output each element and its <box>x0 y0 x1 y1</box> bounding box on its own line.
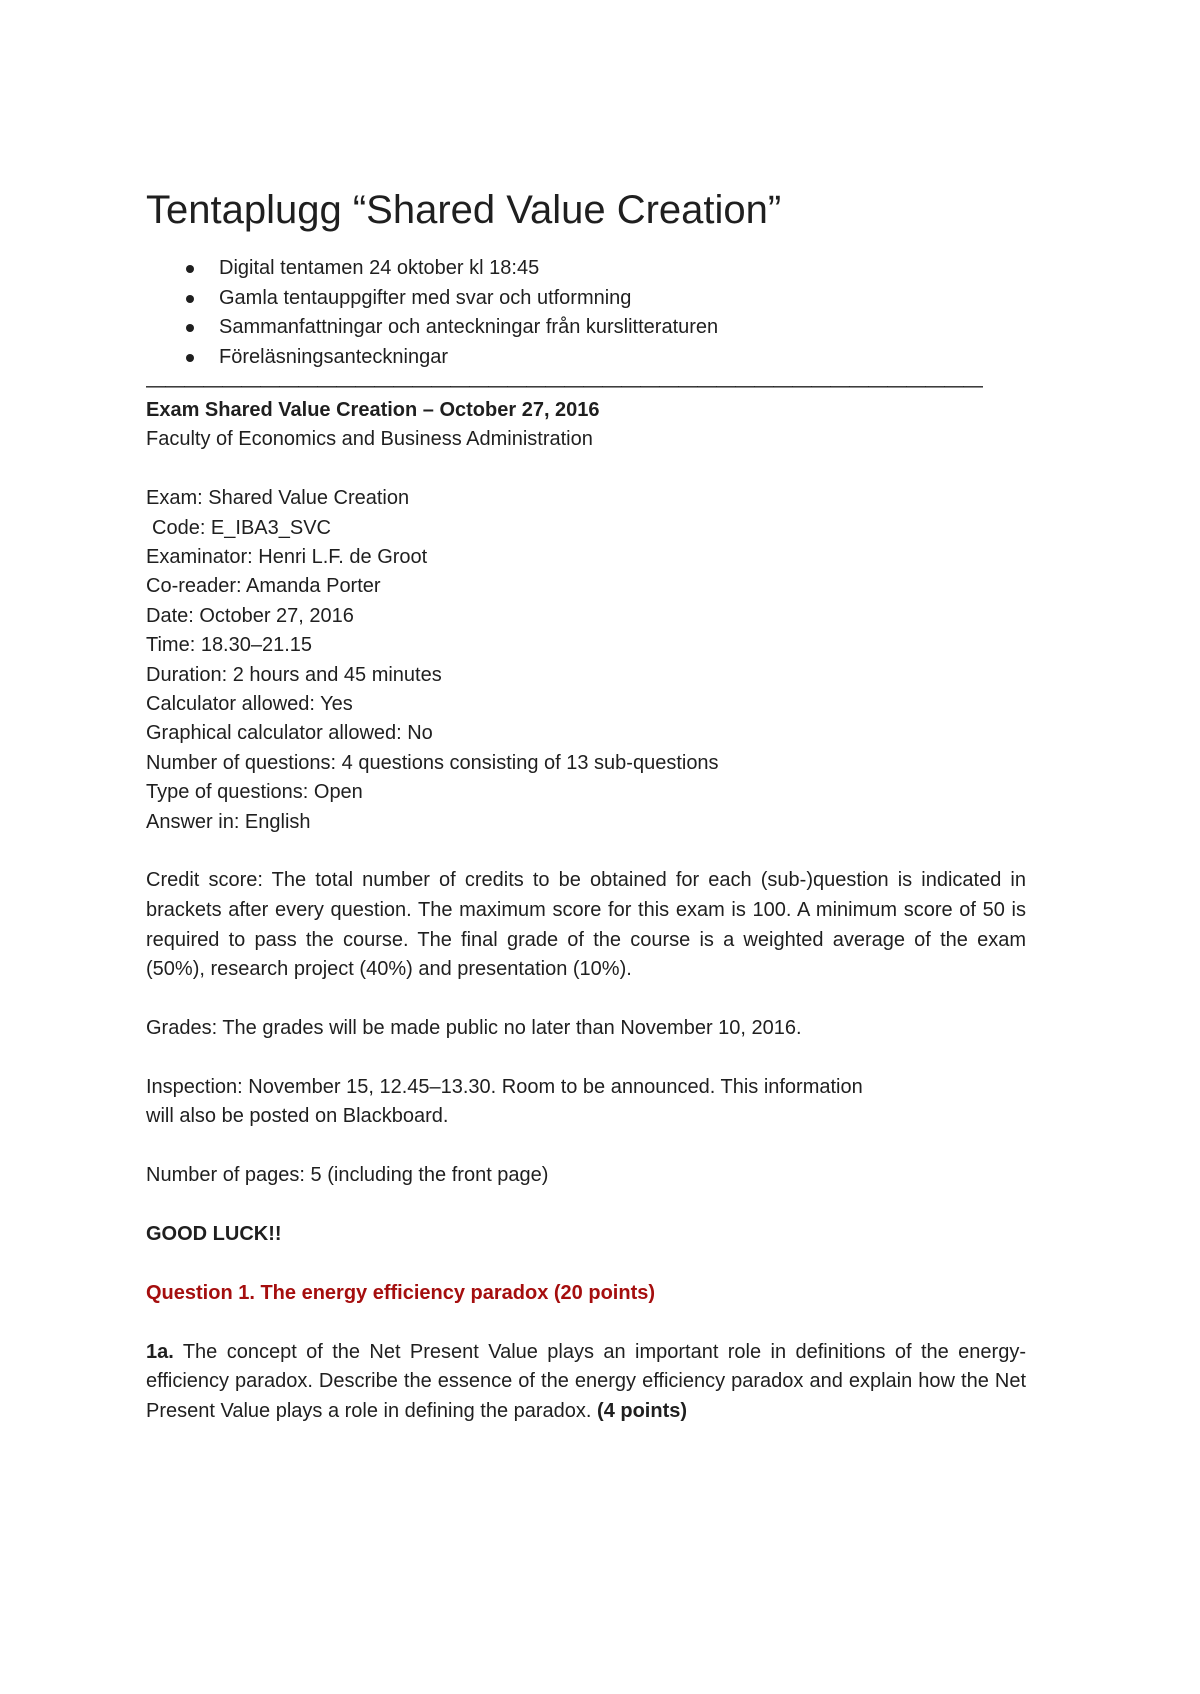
spacer <box>146 1044 1046 1073</box>
list-item: Digital tentamen 24 oktober kl 18:45 <box>186 254 1046 284</box>
document-page <box>146 184 1046 1426</box>
spacer <box>146 1308 1046 1337</box>
graphical-calculator: Graphical calculator allowed: No <box>146 722 433 745</box>
divider-line: ———————————————————————————————————————————— <box>146 375 982 396</box>
question-1a-points: (4 points) <box>597 1399 688 1422</box>
exam-name: Exam: Shared Value Creation <box>146 487 410 510</box>
question-1a <box>146 1338 1026 1427</box>
spacer <box>146 1191 1046 1220</box>
co-reader: Co-reader: Amanda Porter <box>146 575 381 598</box>
exam-time: Time: 18.30–21.15 <box>146 634 313 657</box>
spacer <box>146 837 1046 866</box>
bullet-dot-icon <box>186 265 194 273</box>
good-luck: GOOD LUCK!! <box>146 1223 282 1246</box>
examinator: Examinator: Henri L.F. de Groot <box>146 546 428 569</box>
bullet-dot-icon <box>186 354 194 362</box>
inspection-line-2: will also be posted on Blackboard. <box>146 1105 449 1128</box>
question-1a-label: 1a. <box>146 1340 174 1363</box>
number-of-pages: Number of pages: 5 (including the front page) <box>146 1164 549 1187</box>
spacer <box>146 1132 1046 1161</box>
credit-score-paragraph: Credit score: The total number of credits to be obtained for each (sub-)question is indicated in brackets after every question. The maximum score for this exam is 100. A minimum score of 50 is required to pass the course. The final grade of the course is a weighted average of the exam (50%), research project (40%) and presentation (10%). <box>146 869 1026 981</box>
spacer <box>146 1249 1046 1278</box>
exam-date: Date: October 27, 2016 <box>146 604 354 627</box>
exam-header: Exam Shared Value Creation – October 27, 2016 <box>146 399 600 421</box>
inspection-line-1: Inspection: November 15, 12.45–13.30. Room to be announced. This information <box>146 1076 863 1099</box>
question-1a-text: The concept of the Net Present Value plays an important role in definitions of the energy-efficiency paradox. Describe the essence of the energy efficiency paradox and explain how the Net Present Value plays a role in defining the paradox. <box>146 1340 1026 1422</box>
bullet-list <box>146 254 1046 372</box>
list-item: Sammanfattningar och anteckningar från kurslitteraturen <box>186 313 1046 343</box>
answer-language: Answer in: English <box>146 810 311 833</box>
list-item: Föreläsningsanteckningar <box>186 343 1046 373</box>
bullet-dot-icon <box>186 324 194 332</box>
grades-paragraph: Grades: The grades will be made public no later than November 10, 2016. <box>146 1017 802 1040</box>
faculty-line: Faculty of Economics and Business Administration <box>146 428 593 451</box>
page-title: Tentaplugg “Shared Value Creation” <box>146 188 782 232</box>
exam-duration: Duration: 2 hours and 45 minutes <box>146 663 442 686</box>
spacer <box>146 455 1046 484</box>
spacer <box>146 985 1046 1014</box>
question-1-title: Question 1. The energy efficiency paradox (20 points) <box>146 1281 656 1304</box>
list-item: Gamla tentauppgifter med svar och utformning <box>186 284 1046 314</box>
exam-code: Code: E_IBA3_SVC <box>152 516 331 539</box>
number-of-questions: Number of questions: 4 questions consisting of 13 sub-questions <box>146 751 719 774</box>
type-of-questions: Type of questions: Open <box>146 781 363 804</box>
bullet-dot-icon <box>186 295 194 303</box>
calculator-allowed: Calculator allowed: Yes <box>146 693 353 716</box>
